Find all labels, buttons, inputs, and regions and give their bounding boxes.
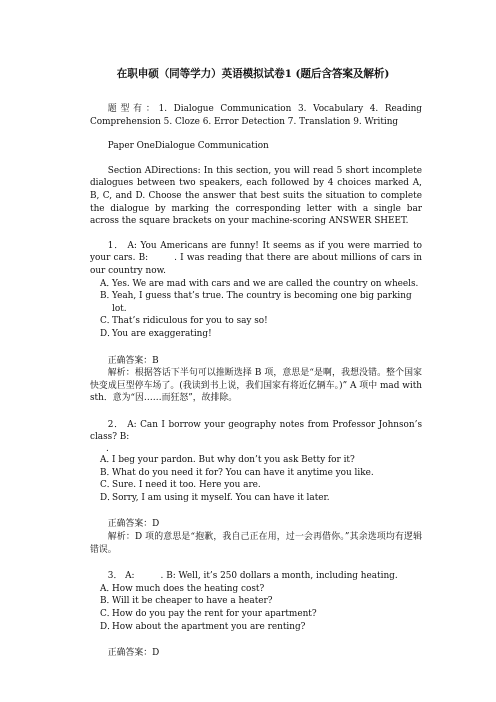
option-d: D． You are exaggerating!	[100, 328, 212, 339]
question-stem	[90, 570, 422, 583]
option-b: B． Will it be cheaper to have a heater?	[100, 596, 273, 607]
question-1	[90, 240, 422, 405]
option-d: D． Sorry, I am using it myself. You can have it later.	[100, 492, 330, 503]
option-c: C． How do you pay the rent for your apartment?	[100, 609, 317, 619]
option-c: C． Sure. I need it too. Here you are.	[100, 480, 261, 491]
section-directions: Section ADirections: In this section, you will read 5 short incomplete dialogues between two speakers, each followed by 4 choices marked A, B, C, and D. Choose the answer that best suits the situation to complete the dialogue by marking the corresponding letter with a single bar across the square brackets on your machine-scoring ANSWER SHEET.	[90, 165, 422, 227]
page-title: 在职申硕（同等学力）英语模拟试卷1 (题后含答案及解析)	[116, 68, 390, 80]
option-c: C． That’s ridiculous for you to say so!	[100, 316, 268, 327]
option-a: A． How much does the heating cost?	[100, 583, 265, 594]
option-b: B． Yeah, I guess that’s true. The country is becoming one big parking lot.	[100, 291, 412, 314]
stem-part-1: 1． A: You Americans are funny! It seems as if you were married to your cars. B:	[90, 240, 422, 264]
question-stem	[90, 240, 422, 278]
question-types: 题型有：1. Dialogue Communication 3. Vocabulary 4. Reading Comprehension 5. Cloze 6. Error Detection 7. Translation 9. Writing	[90, 104, 422, 127]
correct-answer: 正确答案：D	[107, 519, 160, 530]
stem-part-2: . B: Well, it’s 250 dollars a month, including heating.	[160, 571, 398, 582]
option-a: A． I beg your pardon. But why don’t you ask Betty for it?	[100, 455, 355, 466]
correct-answer: 正确答案：B	[107, 355, 159, 366]
option-d: D． How about the apartment you are renting?	[100, 621, 306, 632]
explanation: 解析：根据答话下半句可以推断选择 B 项，意思是“是啊，我想没错。整个国家快变成巨型停车场了。(我读到书上说，我们国家有将近亿辆车。)” A 项中 mad with sth．意为“因……而狂怒”，故排除。	[90, 368, 422, 404]
correct-answer: 正确答案：D	[107, 648, 160, 659]
option-b: B． What do you need it for? You can have it anytime you like.	[100, 467, 374, 478]
stem-part-1: 3． A:	[107, 571, 135, 582]
paper-heading: Paper OneDialogue Communication	[107, 141, 269, 152]
question-2	[90, 419, 422, 556]
option-a: A． Yes. We are mad with cars and we are called the country on wheels.	[100, 278, 419, 289]
blank-mark: .	[106, 444, 109, 455]
question-stem: 2． A: Can I borrow your geography notes from Professor Johnson’s class? B:	[90, 419, 422, 443]
stem-part-2: . I was reading that there are about millions of cars in our country now.	[90, 253, 422, 276]
question-3	[90, 570, 422, 660]
explanation: 解析：D 项的意思是“抱歉，我自己正在用，过一会再借你。”其余选项均有逻辑错误。	[90, 532, 422, 555]
